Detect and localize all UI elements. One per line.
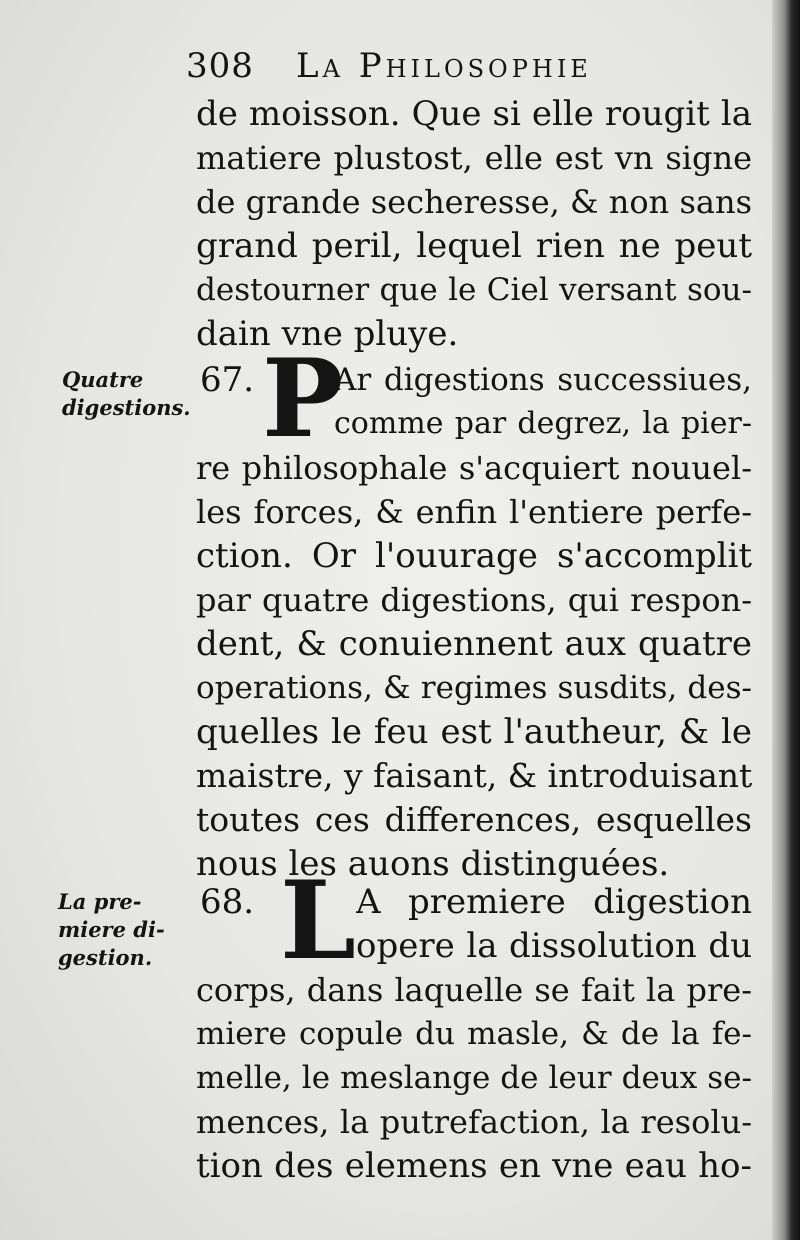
margin-note-line: digestions. (62, 395, 191, 420)
margin-note-line: Quatre (62, 367, 144, 392)
dropcap-l: L (280, 858, 356, 984)
text-line: grand peril, lequel rien ne peut (196, 226, 752, 266)
text-line: matiere plustost, elle est vn signe (196, 139, 752, 177)
margin-note-premiere-digestion (58, 888, 165, 972)
text-line: miere copule du masle, & de la fe- (196, 1016, 752, 1052)
margin-note-line: miere di- (58, 917, 165, 942)
text-line: ction. Or l'ouurage s'accomplit (196, 536, 752, 576)
text-line: dent, & conuiennent aux quatre (196, 624, 752, 664)
text-line: dain vne pluye. (196, 314, 459, 354)
paragraph-number-67: 67. (200, 360, 255, 400)
text-line: comme par degrez, la pier- (334, 406, 752, 441)
margin-note-line: gestion. (58, 945, 153, 970)
book-spine-shadow (772, 0, 800, 1240)
page-number: 308 (186, 46, 254, 86)
text-line: de grande secheresse, & non sans (196, 183, 752, 221)
dropcap-p: P (262, 336, 344, 462)
text-line: de moisson. Que si elle rougit la (196, 94, 752, 134)
text-line: par quatre digestions, qui respon- (196, 581, 752, 619)
text-line: quelles le feu est l'autheur, & le (196, 712, 752, 752)
text-line: maistre, y faisant, & introduisant (196, 756, 752, 795)
text-line: destourner que le Ciel versant sou- (196, 272, 752, 308)
text-line: toutes ces differences, esquelles (196, 800, 752, 839)
text-line: operations, & regimes susdits, des- (196, 670, 752, 706)
text-line: corps, dans laquelle se fait la pre- (196, 971, 752, 1009)
paragraph-number-68: 68. (200, 882, 255, 922)
text-line: mences, la putrefaction, la resolu- (196, 1103, 752, 1141)
margin-note-line: La pre- (58, 889, 142, 914)
text-line: les forces, & enfin l'entiere perfe- (196, 493, 752, 531)
text-line: nous les auons distinguées. (196, 844, 670, 884)
text-line: melle, le meslange de leur deux se- (196, 1060, 752, 1096)
text-line: opere la dissolution du (356, 926, 752, 966)
running-title: La Philosophie (296, 46, 592, 86)
text-line: A premiere digestion (356, 882, 752, 922)
text-line: Ar digestions successiues, (334, 362, 752, 398)
margin-note-quatre-digestions (62, 366, 191, 422)
running-header (186, 40, 746, 96)
text-line: re philosophale s'acquiert nouuel- (196, 449, 752, 487)
text-line: tion des elemens en vne eau ho- (196, 1146, 752, 1186)
